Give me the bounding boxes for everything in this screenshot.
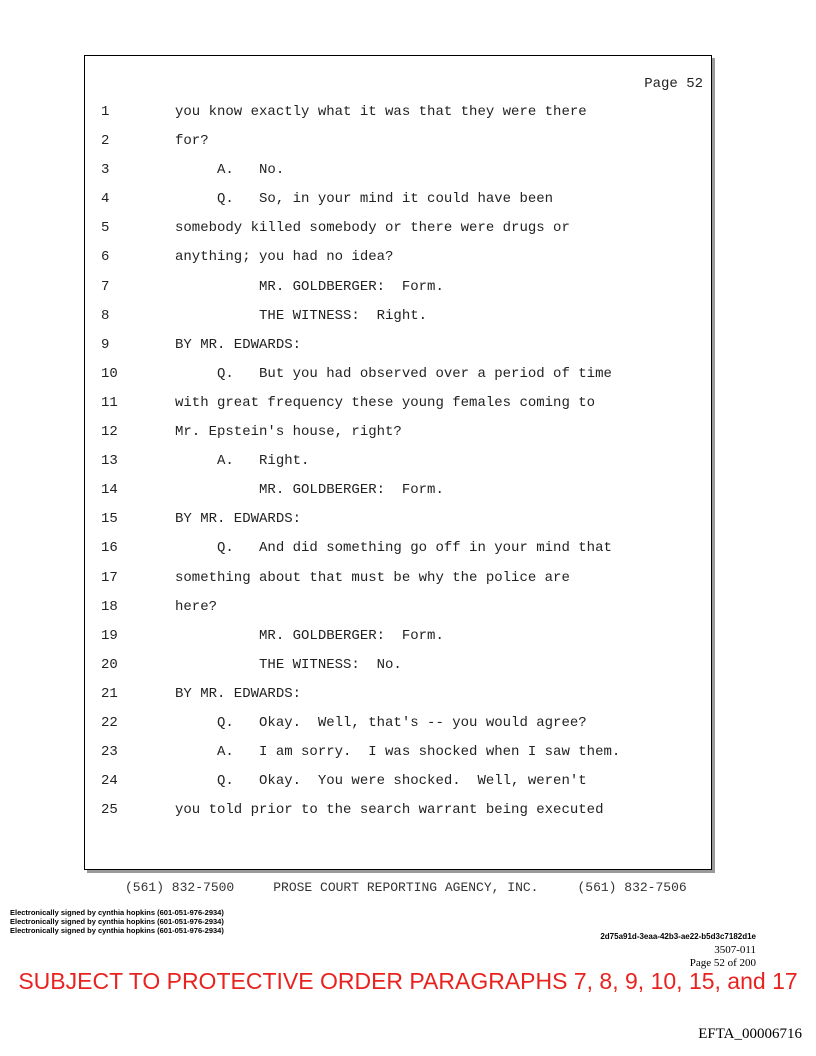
transcript-line <box>85 447 711 476</box>
line-number: 6 <box>101 249 110 266</box>
line-text: you told prior to the search warrant being executed <box>175 802 604 819</box>
transcript-line <box>85 243 711 272</box>
reporting-agency-footer: (561) 832-7500 PROSE COURT REPORTING AGENCY, INC. (561) 832-7506 <box>125 880 687 895</box>
transcript-line <box>85 389 711 418</box>
transcript-line <box>85 273 711 302</box>
line-text: Q. So, in your mind it could have been <box>175 191 554 208</box>
line-number: 17 <box>101 569 118 586</box>
transcript-line <box>85 622 711 651</box>
line-number: 2 <box>101 133 110 150</box>
line-number: 10 <box>101 365 118 382</box>
transcript-line <box>85 476 711 505</box>
line-text: Q. And did something go off in your mind that <box>175 540 612 557</box>
transcript-line <box>85 331 711 360</box>
protective-order-notice: SUBJECT TO PROTECTIVE ORDER PARAGRAPHS 7, 8, 9, 10, 15, and 17 <box>18 968 798 994</box>
transcript-line <box>85 360 711 389</box>
line-number: 11 <box>101 394 118 411</box>
line-text: anything; you had no idea? <box>175 249 394 266</box>
line-text: MR. GOLDBERGER: Form. <box>175 627 444 644</box>
line-text: BY MR. EDWARDS: <box>175 336 302 353</box>
line-number: 25 <box>101 802 118 819</box>
document-number: 3507-011 <box>714 944 756 956</box>
line-text: MR. GOLDBERGER: Form. <box>175 482 444 499</box>
line-number: 15 <box>101 511 118 528</box>
line-number: 18 <box>101 598 118 615</box>
line-text: Q. Okay. You were shocked. Well, weren't <box>175 773 587 790</box>
bates-number: EFTA_00006716 <box>698 1026 802 1042</box>
transcript-line <box>85 98 711 127</box>
transcript-page <box>84 55 712 870</box>
line-text: A. Right. <box>175 453 310 470</box>
transcript-line <box>85 709 711 738</box>
line-text: A. I am sorry. I was shocked when I saw them. <box>175 744 621 761</box>
transcript-line <box>85 738 711 767</box>
line-number: 13 <box>101 453 118 470</box>
line-number: 21 <box>101 685 118 702</box>
line-text: for? <box>175 133 209 150</box>
transcript-line <box>85 127 711 156</box>
line-number: 1 <box>101 104 110 120</box>
transcript-line <box>85 534 711 563</box>
line-number: 3 <box>101 162 110 179</box>
line-number: 14 <box>101 482 118 499</box>
line-text: Q. But you had observed over a period of time <box>175 365 612 382</box>
line-text: THE WITNESS: No. <box>175 656 402 673</box>
transcript-line <box>85 767 711 796</box>
line-text: Mr. Epstein's house, right? <box>175 424 402 441</box>
line-text: here? <box>175 598 218 615</box>
line-text: MR. GOLDBERGER: Form. <box>175 278 444 295</box>
document-hash: 2d75a91d-3eaa-42b3-ae22-b5d3c7182d1e <box>600 932 756 941</box>
line-text: somebody killed somebody or there were drugs or <box>175 220 570 237</box>
line-text: THE WITNESS: Right. <box>175 307 428 324</box>
line-number: 16 <box>101 540 118 557</box>
e-signature-line: Electronically signed by cynthia hopkins (601-051-976-2934) <box>10 926 224 935</box>
transcript-line <box>85 185 711 214</box>
line-number: 7 <box>101 278 110 295</box>
line-text: A. No. <box>175 162 285 179</box>
transcript-line <box>85 156 711 185</box>
line-text: BY MR. EDWARDS: <box>175 511 302 528</box>
transcript-line <box>85 302 711 331</box>
line-text: you know exactly what it was that they were there <box>175 104 587 120</box>
transcript-line <box>85 214 711 243</box>
line-text: Q. Okay. Well, that's -- you would agree? <box>175 714 587 731</box>
transcript-line <box>85 651 711 680</box>
line-number: 20 <box>101 656 118 673</box>
page-of-total: Page 52 of 200 <box>689 957 756 969</box>
e-signature-line: Electronically signed by cynthia hopkins (601-051-976-2934) <box>10 917 224 926</box>
transcript-line <box>85 564 711 593</box>
e-signature-line: Electronically signed by cynthia hopkins (601-051-976-2934) <box>10 908 224 917</box>
transcript-line <box>85 680 711 709</box>
transcript-line <box>85 418 711 447</box>
line-text: something about that must be why the police are <box>175 569 570 586</box>
line-number: 24 <box>101 773 118 790</box>
line-text: BY MR. EDWARDS: <box>175 685 302 702</box>
line-number: 4 <box>101 191 110 208</box>
transcript-line <box>85 796 711 825</box>
line-number: 19 <box>101 627 118 644</box>
line-number: 23 <box>101 744 118 761</box>
line-number: 22 <box>101 714 118 731</box>
line-number: 8 <box>101 307 110 324</box>
line-number: 9 <box>101 336 110 353</box>
transcript-lines <box>85 98 711 825</box>
transcript-line <box>85 593 711 622</box>
line-number: 12 <box>101 424 118 441</box>
line-text: with great frequency these young females coming to <box>175 394 596 411</box>
page-label: Page 52 <box>644 76 703 92</box>
line-number: 5 <box>101 220 110 237</box>
transcript-line <box>85 505 711 534</box>
